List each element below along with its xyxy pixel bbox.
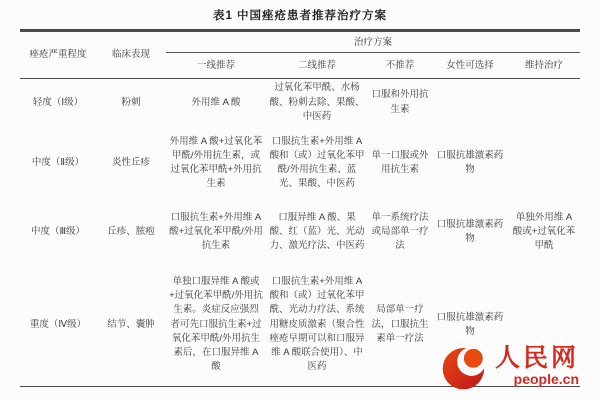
cell-female-option <box>432 79 508 126</box>
col-header-female-option: 女性可选择 <box>432 53 508 79</box>
cell-not-recommended: 口服和外用抗生素 <box>371 89 429 115</box>
cell-clinical: 炎性丘疹 <box>111 156 150 168</box>
people-swoosh-icon <box>440 338 494 394</box>
cell-maintenance <box>508 79 580 126</box>
cell-first-line: 外用维 A 酸 <box>191 96 241 108</box>
col-header-not-recommended: 不推荐 <box>368 53 432 79</box>
cell-first-line: 单独口服异维 A 酸或+过氧化苯甲酰/外用抗生素。炎症反应强烈者可先口服抗生素+过氧化苯甲酰/外用抗生素后，在口服异维 A 酸 <box>169 275 263 373</box>
acne-treatment-table <box>20 29 580 387</box>
cell-severity: 中度（Ⅲ级） <box>30 225 86 237</box>
col-header-second-line: 二线推荐 <box>266 53 368 79</box>
cell-clinical: 粉刺 <box>121 96 141 108</box>
header-row-group <box>20 31 580 53</box>
col-header-maintenance: 维持治疗 <box>508 53 580 79</box>
table-header <box>20 31 580 79</box>
cell-female-option: 口服抗雄激素药物 <box>436 149 504 175</box>
cell-second-line: 口服异维 A 酸、果酸、红（蓝）光、光动力、激光疗法、中医药 <box>269 211 365 252</box>
cell-not-recommended: 局部单一疗法，口服抗生素单一疗法 <box>371 304 429 344</box>
cell-not-recommended: 单一系统疗法或局部单一疗法 <box>371 211 429 252</box>
cell-maintenance <box>508 126 580 200</box>
people-logo-text <box>495 346 579 386</box>
table-title: 表1 中国痤疮患者推荐治疗方案 <box>212 10 388 22</box>
table-row-moderate-grade3 <box>20 200 580 264</box>
cell-severity: 中度（Ⅱ级） <box>31 156 85 168</box>
table-row-mild-grade1 <box>20 79 580 126</box>
cell-clinical: 丘疹、脓疱 <box>107 225 155 237</box>
cell-clinical: 结节、囊肿 <box>107 318 155 330</box>
col-header-severity: 痤疮严重程度 <box>20 31 96 79</box>
cell-second-line: 口服抗生素+外用维 A 酸和（或）过氧化苯甲酰、光动力疗法、系统用糖皮质激素（聚合性痤疮早期可以和口服异维 A 酸联合使用）、中医药 <box>269 275 365 373</box>
cell-not-recommended: 单一口服或外用抗生素 <box>371 149 429 175</box>
cell-first-line: 口服抗生素+外用维 A 酸+过氧化苯甲酰/外用抗生素 <box>169 211 263 252</box>
col-header-clinical: 临床表现 <box>96 31 166 79</box>
cell-severity: 轻度（Ⅰ级） <box>32 96 84 108</box>
col-header-first-line: 一线推荐 <box>166 53 266 79</box>
cell-second-line: 过氧化苯甲酰、水杨酸、粉刺去除、果酸、中医药 <box>269 82 365 122</box>
cell-severity: 重度（Ⅳ级） <box>29 318 87 330</box>
people-cn-name: 人民网 <box>495 344 580 372</box>
people-cn-domain: people.cn <box>513 371 580 388</box>
cell-female-option: 口服抗雄激素药物 <box>436 218 504 244</box>
cell-maintenance: 单独外用维 A 酸或+过氧化苯甲酰 <box>512 211 576 252</box>
cell-second-line: 口服抗生素+外用维 A 酸和（或）过氧化苯甲酰/外用抗生素、蓝光、果酸、中医药 <box>269 135 365 190</box>
people-cn-watermark-logo <box>440 334 594 398</box>
table-row-moderate-grade2 <box>20 126 580 200</box>
cell-first-line: 外用维 A 酸+过氧化苯甲酰/外用抗生素，或过氧化苯甲酰+外用抗生素 <box>169 135 263 190</box>
col-group-treatment-plan: 治疗方案 <box>166 31 580 53</box>
cell-female-option: 口服抗雄激素药物 <box>436 311 504 337</box>
